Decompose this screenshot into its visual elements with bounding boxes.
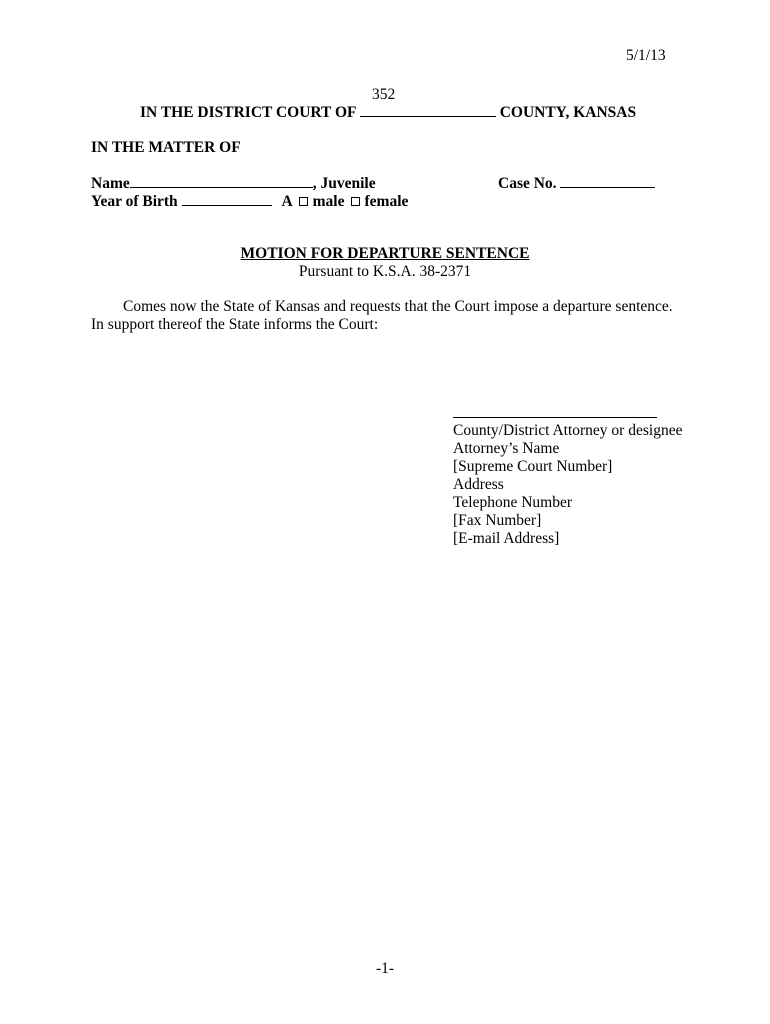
female-label: female [364,193,409,210]
body-line-1: Comes now the State of Kansas and requests that the Court impose a departure sentence. [123,298,673,315]
court-suffix: COUNTY, KANSAS [499,104,637,121]
form-number: 352 [372,86,396,103]
case-label: Case No. [498,175,557,192]
supreme-court-number: [Supreme Court Number] [453,458,613,475]
form-date: 5/1/13 [626,47,666,64]
court-heading [140,103,636,122]
email-address: [E-mail Address] [453,530,560,547]
motion-subtitle: Pursuant to K.S.A. 38-2371 [298,263,472,280]
attorney-name: Attorney’s Name [453,440,560,457]
case-number-blank[interactable] [560,174,655,188]
signature-title: County/District Attorney or designee [453,422,683,439]
fax-number: [Fax Number] [453,512,542,529]
address: Address [453,476,504,493]
name-blank[interactable] [130,174,313,188]
signature-line[interactable] [453,417,657,418]
male-label: male [312,193,345,210]
page-number: -1- [375,960,395,977]
name-line [91,174,376,193]
matter-heading: IN THE MATTER OF [91,139,241,156]
case-number-line [498,174,655,193]
birth-year-blank[interactable] [182,192,272,206]
telephone-number: Telephone Number [453,494,572,511]
motion-title: MOTION FOR DEPARTURE SENTENCE [240,245,530,262]
birth-line [91,192,408,211]
body-line-2: In support thereof the State informs the Court: [91,316,379,333]
name-label: Name [91,175,130,192]
juvenile-label: , Juvenile [312,175,376,192]
signature-block [453,422,682,548]
female-checkbox[interactable] [351,197,360,206]
court-prefix: IN THE DISTRICT COURT OF [140,104,356,121]
male-checkbox[interactable] [299,197,308,206]
sex-prefix: A [281,193,293,210]
county-blank[interactable] [360,103,496,117]
birth-label: Year of Birth [91,193,178,210]
